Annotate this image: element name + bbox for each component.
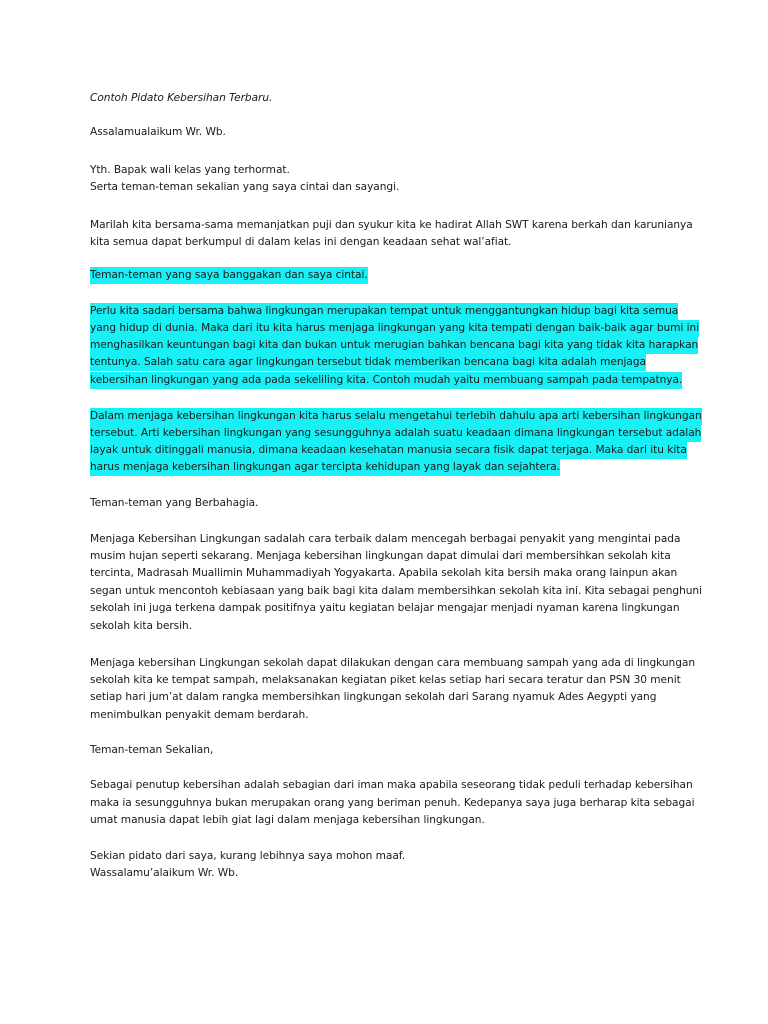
salutation: Teman-teman yang Berbahagia. <box>90 497 259 509</box>
highlighted-text: Teman-teman yang saya banggakan dan saya cintai. <box>90 267 368 284</box>
paragraph-environment-line <box>90 355 646 369</box>
paragraph-environment-line <box>90 338 698 352</box>
highlighted-text: tentunya. Salah satu cara agar lingkungan tersebut tidak memberikan bencana bagi kita adalah menjaga <box>90 354 646 371</box>
paragraph-environment-line <box>90 321 699 335</box>
closing-line: Wassalamu’alaikum Wr. Wb. <box>90 867 239 879</box>
highlighted-text: kebersihan lingkungan yang ada pada sekeliling kita. Contoh mudah yaitu membuang sampah pada tempatnya. <box>90 372 682 389</box>
paragraph-prevent-line: tercinta, Madrasah Muallimin Muhammadiyah Yogyakarta. Apabila sekolah kita bersih maka orang lainpun akan <box>90 567 678 579</box>
paragraph-school-line: menimbulkan penyakit demam berdarah. <box>90 709 309 721</box>
document-title: Contoh Pidato Kebersihan Terbaru. <box>90 92 273 104</box>
paragraph-prevent-line: Menjaga Kebersihan Lingkungan sadalah cara terbaik dalam mencegah berbagai penyakit yang mengintai pada <box>90 533 681 545</box>
greeting: Assalamualaikum Wr. Wb. <box>90 126 226 138</box>
paragraph-school-line: setiap hari jum’at dalam rangka membersihkan lingkungan sekolah dari Sarang nyamuk Ades Aegypti yang <box>90 691 657 703</box>
paragraph-prevent-line: sekolah kita bersih. <box>90 620 193 632</box>
paragraph-closing-line: Sebagai penutup kebersihan adalah sebagian dari iman maka apabila seseorang tidak peduli terhadap kebersihan <box>90 779 693 791</box>
closing-line: Sekian pidato dari saya, kurang lebihnya saya mohon maaf. <box>90 850 406 862</box>
paragraph-closing-line: umat manusia dapat lebih giat lagi dalam menjaga kebersihan lingkungan. <box>90 814 485 826</box>
highlighted-text: Dalam menjaga kebersihan lingkungan kita harus selalu mengetahui terlebih dahulu apa arti kebersihan lingkungan <box>90 408 702 425</box>
highlighted-text: menghasilkan keuntungan bagi kita dan bukan untuk merugian bahkan bencana bagi kita yang tidak kita harapkan <box>90 337 698 354</box>
paragraph-prevent-line: musim hujan seperti sekarang. Menjaga kebersihan lingkungan dapat dimulai dari membersihkan sekolah kita <box>90 550 671 562</box>
paragraph-meaning-line <box>90 460 560 474</box>
salutation: Teman-teman Sekalian, <box>90 744 214 756</box>
paragraph-school-line: Menjaga kebersihan Lingkungan sekolah dapat dilakukan dengan cara membuang sampah yang ada di lingkungan <box>90 657 696 669</box>
highlighted-text: Perlu kita sadari bersama bahwa lingkungan merupakan tempat untuk menggantungkan hidup bagi kita semua <box>90 303 678 320</box>
highlighted-text: yang hidup di dunia. Maka dari itu kita harus menjaga lingkungan yang kita tempati dengan baik-baik agar bumi ini <box>90 320 699 337</box>
paragraph-opening-line: Marilah kita bersama-sama memanjatkan puji dan syukur kita ke hadirat Allah SWT karena berkah dan karunianya <box>90 219 693 231</box>
paragraph-opening-line: kita semua dapat berkumpul di dalam kelas ini dengan keadaan sehat wal’afiat. <box>90 236 512 248</box>
paragraph-environment-line <box>90 373 682 387</box>
highlighted-text: layak untuk ditinggali manusia, dimana keadaan kesehatan manusia secara fisik dapat terjaga. Maka dari itu kita <box>90 442 687 459</box>
highlighted-text: tersebut. Arti kebersihan lingkungan yang sesungguhnya adalah suatu keadaan dimana lingkungan tersebut adalah <box>90 425 701 442</box>
highlighted-text: harus menjaga kebersihan lingkungan agar tercipta kehidupan yang layak dan sejahtera. <box>90 459 560 476</box>
paragraph-prevent-line: segan untuk mencontoh kebiasaan yang baik bagi kita dalam membersihkan sekolah kita ini. Kita sebagai penghuni <box>90 585 702 597</box>
address-line: Yth. Bapak wali kelas yang terhormat. <box>90 164 290 176</box>
paragraph-prevent-line: sekolah ini juga terkena dampak positifnya yaitu kegiatan belajar mengajar menjadi nyaman karena lingkungan <box>90 602 680 614</box>
salutation-highlighted <box>90 268 368 282</box>
paragraph-meaning-line <box>90 409 702 423</box>
paragraph-closing-line: maka ia sesungguhnya bukan merupakan orang yang beriman penuh. Kedepanya saya juga berharap kita sebagai <box>90 797 695 809</box>
paragraph-environment-line <box>90 304 678 318</box>
paragraph-meaning-line <box>90 426 701 440</box>
paragraph-meaning-line <box>90 443 687 457</box>
address-line: Serta teman-teman sekalian yang saya cintai dan sayangi. <box>90 181 400 193</box>
paragraph-school-line: sekolah kita ke tempat sampah, melaksanakan kegiatan piket kelas setiap hari secara teratur dan PSN 30 menit <box>90 674 681 686</box>
